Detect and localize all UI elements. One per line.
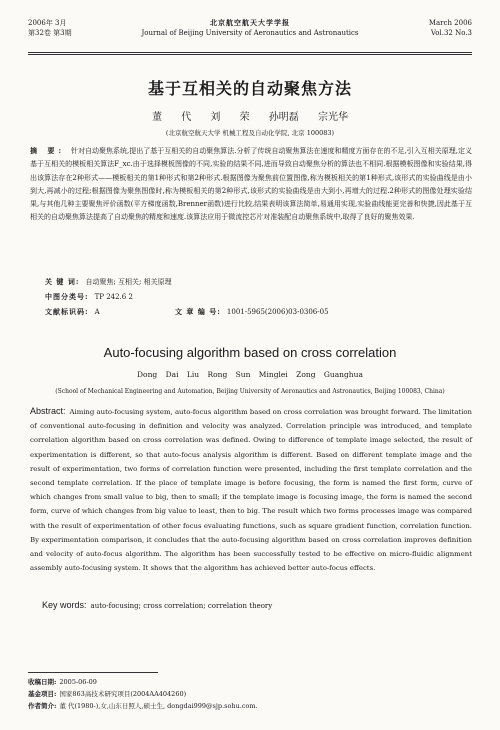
header-issue-en (429, 18, 472, 38)
footnote-received-label: 收稿日期: (28, 678, 57, 686)
paper-title-en: Auto-focusing algorithm based on cross correlation (103, 345, 397, 360)
running-header (28, 18, 472, 50)
footnote-rule (28, 672, 158, 673)
footnote-author-text: 董 代(1980-),女,山东日照人,硕士生, dongdai999@sjp.sohu.com. (59, 702, 258, 710)
footnotes (28, 676, 472, 712)
article-number-label: 文 章 编 号: (175, 307, 221, 316)
affiliation-cn: (北京航空航天大学 机械工程及自动化学院, 北京 100083) (165, 129, 335, 137)
header-date-en: March 2006 (428, 19, 472, 27)
footnote-received (28, 676, 472, 688)
header-rule-top (28, 52, 472, 53)
keywords-en-label: Key words: (42, 600, 87, 610)
abstract-cn-label: 摘 要: (30, 146, 66, 155)
article-number-text: 1001-5965(2006)03-0306-05 (226, 308, 329, 316)
footnote-funding (28, 688, 472, 700)
journal-name-cn: 北京航空航天大学学报 (210, 18, 290, 27)
footnote-author-label: 作者简介: (28, 702, 57, 710)
clc-label: 中图分类号: (45, 292, 89, 301)
article-number (175, 306, 329, 318)
header-rule-bottom (28, 54, 472, 55)
header-date-cn: 2006年 3月 (28, 19, 67, 27)
footnote-author (28, 700, 472, 712)
document-codes (45, 306, 470, 318)
keywords-en-text: auto-focusing; cross correlation; correlation theory (90, 602, 273, 610)
journal-name-en: Journal of Beijing University of Aeronautics and Astronautics (141, 29, 359, 37)
authors-cn: 董 代 刘 荣 孙明磊 宗光华 (152, 112, 348, 123)
authors-en: Dong Dai Liu Rong Sun Minglei Zong Guanghua (137, 370, 363, 379)
abstract-en (30, 404, 472, 575)
paper-title-cn: 基于互相关的自动聚焦方法 (147, 79, 352, 98)
abstract-en-text: Aiming auto-focusing system, auto-focus algorithm based on cross correlation was brought forward. The limitation of conventional auto-focusing in definition and velocity was analyzed. Correlation principle was introduced, and template correlation algorithm based on cross correlation was defined. Owing to difference of template image selected, the result of experimentation is different, so that auto-focus analysis algorithm is different. Based on different template image and the result of experimentation, two forms of correlation function were presented, including the first template correlation and the second template correlation. If the place of template image is before focusing, the form is named the first form, curve of which changes from small value to big, then to small; if the template image is focusing image, the form is named the second form, curve of which changes from big value to least, then to big. The result which two forms processes image was compared with the result of experimentation of other focus evaluating functions, such as square gradient function, correlation function. By experimentation comparison, it concludes that the auto-focusing algorithm based on cross correlation improves definition and velocity of auto-focus algorithm. The algorithm has been successfully tested to be effective on micro-fluidic alignment assembly auto-focusing system. It shows that the algorithm has achieved better auto-focus effects. (30, 408, 472, 573)
footnote-funding-text: 国家863高技术研究项目(2004AA404260) (59, 690, 187, 698)
header-volume-en: Vol.32 No.3 (430, 29, 472, 37)
affiliation-en: (School of Mechanical Engineering and Automation, Beijing University of Aeronautics and Astronautics, Beijing 100083, China) (55, 388, 445, 395)
abstract-en-label: Abstract: (30, 406, 66, 416)
clc-number (45, 291, 470, 303)
footnote-received-text: 2005-06-09 (59, 678, 97, 686)
doc-code-text: A (94, 308, 100, 316)
header-issue-cn (28, 18, 72, 38)
footnote-funding-label: 基金项目: (28, 690, 57, 698)
abstract-cn (30, 144, 472, 225)
abstract-cn-text: 针对自动聚焦系统,提出了基于互相关的自动聚焦算法.分析了传统自动聚焦算法在速度和精度方面存在的不足,引入互相关原理,定义基于互相关的模板相关算法F_xc.由于选择模板图像的不同,实验的结果不同,进而导致自动聚焦分析的算法也不相同.根据模板图像和实验结果,得出该算法存在2种形式——模板相关的第1种形式和第2种形式.根据图像为聚焦前位置图像,称为模板相关的第1种形式,该形式的实验曲线是由小到大,再减小的过程;根据图像为聚焦图像时,称为模板相关的第2种形式,该形式的实验曲线是由大到小,再增大的过程.2种形式的图像处理实验结果,与其他几种主要聚焦评价函数(平方梯度函数,Brenner函数)进行比较,结果表明该算法简单,易通用实现,实验曲线能更完善和快捷,因此基于互相关的自动聚焦算法提高了自动聚焦的精度和速度.该算法应用于微流控芯片对准装配自动聚焦系统中,取得了良好的聚焦效果. (30, 147, 472, 222)
clc-text: TP 242.6 2 (94, 293, 133, 301)
header-journal (118, 18, 382, 38)
doc-code-label: 文献标识码: (45, 307, 89, 316)
keywords-cn-text: 自动聚焦; 互相关; 相关原理 (85, 278, 172, 286)
keywords-en (42, 600, 472, 610)
header-volume-cn: 第32卷 第3期 (28, 29, 72, 37)
keywords-cn (45, 276, 470, 288)
keywords-cn-label: 关 键 词: (45, 277, 80, 286)
